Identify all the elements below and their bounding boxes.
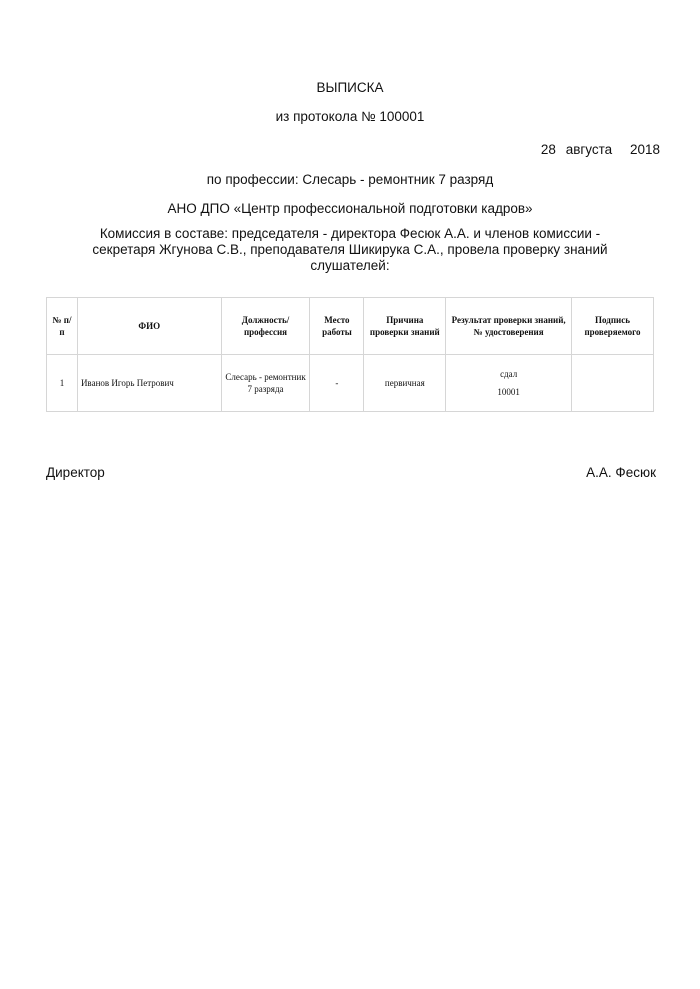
date-year: 2018 bbox=[629, 142, 660, 157]
certificate-number: 10001 bbox=[497, 387, 520, 397]
header-signature: Подпись проверяемого bbox=[572, 298, 654, 355]
organization-name: АНО ДПО «Центр профессиональной подготовки кадров» bbox=[167, 201, 533, 216]
protocol-subtitle: из протокола № 100001 bbox=[275, 109, 425, 124]
cell-position: Слесарь - ремонтник 7 разряда bbox=[221, 355, 310, 412]
cell-name: Иванов Игорь Петрович bbox=[77, 355, 221, 412]
header-result: Результат проверки знаний, № удостоверения bbox=[446, 298, 572, 355]
director-name: А.А. Фесюк bbox=[586, 465, 656, 480]
header-position: Должность/ профессия bbox=[221, 298, 310, 355]
table-header-row bbox=[47, 298, 654, 355]
director-title: Директор bbox=[46, 465, 105, 480]
header-number: № п/п bbox=[47, 298, 78, 355]
cell-number: 1 bbox=[47, 355, 78, 412]
commission-text: Комиссия в составе: председателя - директора Фесюк А.А. и членов комиссии - секретаря Жгунова С.В., преподавателя Шикирука С.А., провела проверку знаний слушателей: bbox=[92, 226, 608, 273]
result-status: сдал bbox=[500, 369, 518, 379]
cell-signature bbox=[572, 355, 654, 412]
cell-result bbox=[446, 355, 572, 412]
document-title: ВЫПИСКА bbox=[316, 80, 384, 95]
header-name: ФИО bbox=[77, 298, 221, 355]
date-month: августа bbox=[565, 142, 613, 157]
document-date bbox=[541, 142, 660, 158]
header-reason: Причина проверки знаний bbox=[364, 298, 446, 355]
date-day: 28 bbox=[540, 142, 556, 157]
table-row bbox=[47, 355, 654, 412]
profession-line: по профессии: Слесарь - ремонтник 7 разряд bbox=[206, 172, 494, 187]
results-table bbox=[46, 297, 654, 412]
header-workplace: Место работы bbox=[310, 298, 364, 355]
cell-workplace: - bbox=[310, 355, 364, 412]
cell-reason: первичная bbox=[364, 355, 446, 412]
